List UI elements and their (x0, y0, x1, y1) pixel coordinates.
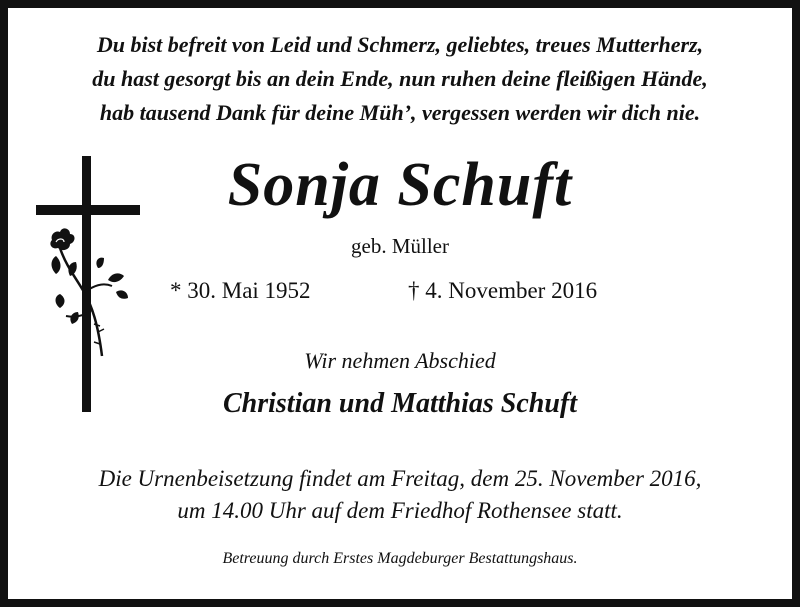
birth-date: * 30. Mai 1952 (170, 278, 311, 303)
death-date: † 4. November 2016 (408, 278, 598, 303)
undertaker-credit: Betreuung durch Erstes Magdeburger Bestattungshaus. (222, 550, 578, 567)
burial-info-line-2: um 14.00 Uhr auf dem Friedhof Rothensee statt. (177, 498, 623, 523)
verse-line-3: hab tausend Dank für deine Müh’, vergessen werden wir dich nie. (99, 100, 701, 125)
birth-name: geb. Müller (351, 234, 449, 258)
burial-info-line-1: Die Urnenbeisetzung findet am Freitag, dem 25. November 2016, (98, 466, 702, 491)
mourners-names: Christian und Matthias Schuft (222, 388, 578, 419)
deceased-name: Sonja Schuft (227, 151, 573, 219)
farewell-text: Wir nehmen Abschied (304, 348, 496, 373)
verse-line-2: du hast gesorgt bis an dein Ende, nun ruhen deine fleißigen Hände, (92, 66, 708, 91)
verse-line-1: Du bist befreit von Leid und Schmerz, geliebtes, treues Mutterherz, (96, 32, 704, 57)
